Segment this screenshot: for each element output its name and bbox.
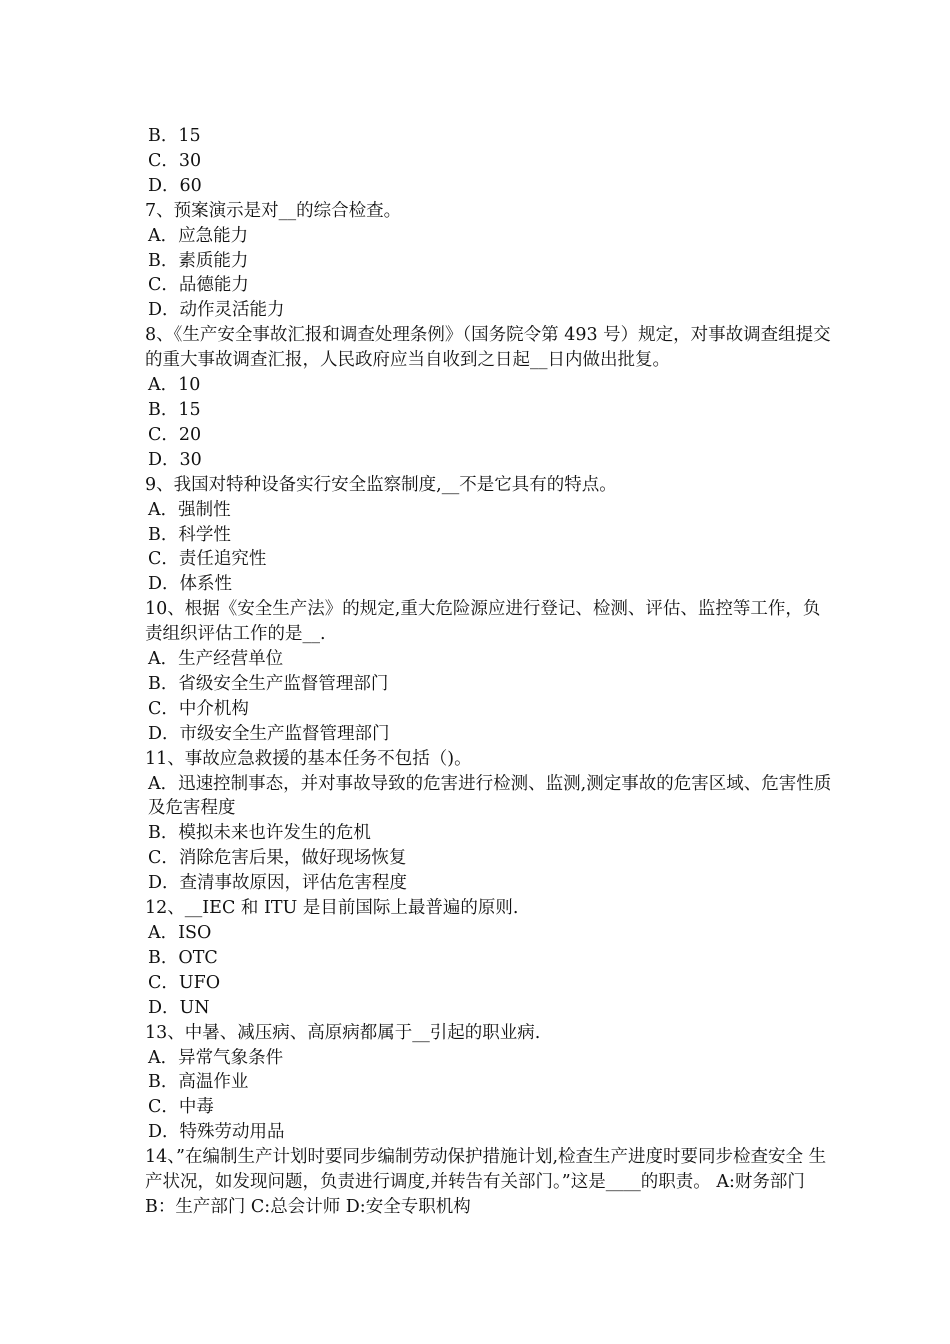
option-item [145,846,835,871]
option-text: UFO [178,972,221,993]
option-label: C． [148,424,179,445]
option-item [145,498,835,523]
option-label: A． [148,773,179,794]
option-text: 科学性 [178,524,231,545]
option-item [145,398,835,423]
option-text: 30 [179,449,202,470]
option-label: C． [148,275,179,296]
option-item [145,124,835,149]
option-label: B． [148,823,179,844]
option-label: D． [148,873,180,894]
option-text: 体系性 [179,574,233,595]
option-text: 20 [178,424,202,445]
option-label: A． [148,649,179,670]
option-text: 中毒 [178,1097,214,1118]
option-item [145,523,835,548]
option-item [145,224,835,249]
option-item [145,149,835,174]
option-label: C． [148,549,179,570]
option-item [145,821,835,846]
question-stem: 12、__IEC 和 ITU 是目前国际上最普遍的原则. [145,898,519,919]
option-item [145,1046,835,1071]
option-label: C． [148,972,179,993]
option-label: B． [148,524,179,545]
question-list [145,124,835,1220]
option-item [145,1120,835,1145]
option-label: B． [148,673,179,694]
question-stem: 10、根据《安全生产法》的规定,重大危险源应进行登记、检测、评估、监控等工作，负责组织评估工作的是__. [145,599,821,645]
question-stem: 14、”在编制生产计划时要同步编制劳动保护措施计划,检查生产进度时要同步检查安全 生产状况，如发现问题，负责进行调度,并转告有关部门。”这是____的职责。 A:财务部门 B：生产部门 C:总会计师 D:安全专职机构 [145,1147,827,1217]
option-label: C． [148,848,179,869]
option-label: D． [148,175,180,196]
option-text: 30 [178,150,202,171]
option-text: 应急能力 [178,225,249,246]
option-text: 素质能力 [178,250,249,271]
option-label: A． [148,1047,179,1068]
option-text: 强制性 [178,499,231,520]
option-label: D． [148,300,180,321]
question-stem: 7、预案演示是对__的综合检查。 [145,200,402,221]
option-item [145,921,835,946]
option-item [145,547,835,572]
option-label: A． [148,923,179,943]
option-item [145,772,835,822]
option-text: 10 [178,375,201,396]
option-label: B． [148,126,179,146]
question [145,1145,835,1220]
option-text: 生产经营单位 [178,649,284,670]
question-stem: 13、中暑、减压病、高原病都属于__引起的职业病. [145,1022,541,1043]
option-text: 高温作业 [178,1072,249,1093]
option-item [145,174,835,199]
option-label: C． [148,150,179,171]
option-text: 异常气象条件 [178,1047,284,1068]
option-label: A． [148,499,179,520]
option-label: D． [148,1122,180,1143]
option-item [145,722,835,747]
option-text: ISO [178,923,212,943]
question [145,1021,835,1146]
option-item [145,273,835,298]
option-text: 模拟未来也许发生的危机 [178,823,371,844]
option-label: C． [148,698,179,719]
option-label: B． [148,250,179,271]
question-stem: 11、事故应急救援的基本任务不包括（)。 [145,748,472,769]
option-item [145,373,835,398]
option-item [145,647,835,672]
option-item [145,572,835,597]
option-item [145,448,835,473]
option-item [145,871,835,896]
option-item [145,1095,835,1120]
continued-options [145,124,835,199]
question [145,597,835,746]
option-label: C． [148,1097,179,1118]
option-text: 15 [178,399,201,420]
option-label: A． [148,225,179,246]
option-text: 中介机构 [178,698,249,719]
option-label: B． [148,1072,179,1093]
question-stem: 8、《生产安全事故汇报和调查处理条例》（国务院令第 493 号）规定，对事故调查组提交的重大事故调查汇报，人民政府应当自收到之日起__日内做出批复。 [145,325,831,371]
option-item [145,249,835,274]
option-text: 60 [179,175,202,196]
question [145,473,835,598]
question [145,323,835,472]
option-label: B． [148,399,179,420]
option-text: 市级安全生产监督管理部门 [179,723,390,744]
option-label: D． [148,449,180,470]
option-item [145,423,835,448]
option-text: 消除危害后果，做好现场恢复 [178,848,407,869]
option-text: 特殊劳动用品 [179,1122,285,1143]
option-label: D． [148,723,180,744]
option-text: OTC [178,947,218,968]
option-item [145,996,835,1021]
option-item [145,672,835,697]
option-label: D． [148,997,180,1018]
question [145,199,835,324]
option-text: UN [179,997,210,1018]
option-text: 动作灵活能力 [179,300,285,321]
option-label: D． [148,574,180,595]
option-item [145,946,835,971]
question [145,747,835,896]
option-item [145,1070,835,1095]
option-text: 品德能力 [178,275,249,296]
option-label: B． [148,947,179,968]
option-item [145,298,835,323]
question-stem: 9、我国对特种设备实行安全监察制度,__不是它具有的特点。 [145,474,617,495]
option-text: 省级安全生产监督管理部门 [178,673,389,694]
option-text: 迅速控制事态，并对事故导致的危害进行检测、监测,测定事故的危害区域、危害性质及危害程度 [148,773,832,819]
option-item [145,971,835,996]
option-text: 查清事故原因，评估危害程度 [179,873,408,894]
option-label: A． [148,375,179,396]
option-item [145,697,835,722]
question [145,896,835,1021]
option-text: 15 [178,126,201,146]
option-text: 责任追究性 [178,549,267,570]
